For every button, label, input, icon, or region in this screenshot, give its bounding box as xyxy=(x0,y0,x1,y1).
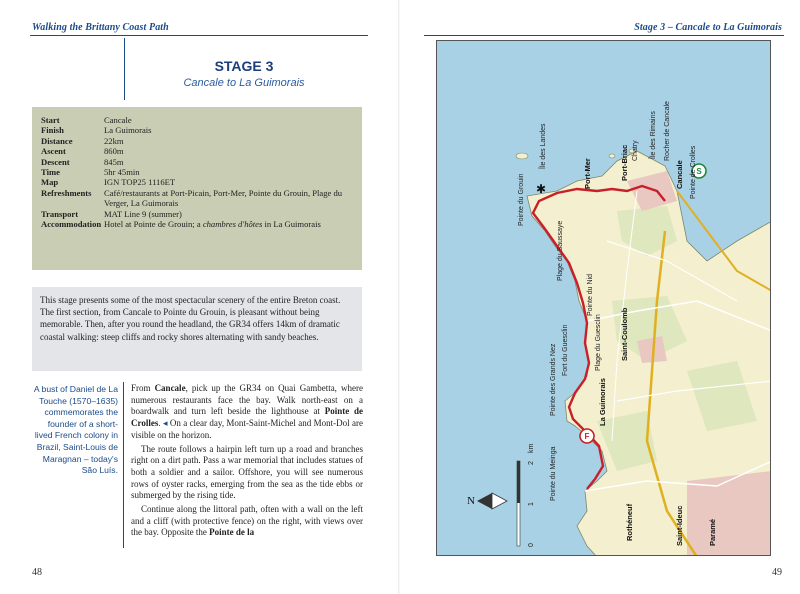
paragraph xyxy=(131,383,363,442)
info-key: Refreshments xyxy=(41,187,92,198)
north-label: N xyxy=(467,495,475,507)
info-value-italic: chambres d'hôtes xyxy=(202,219,263,230)
sidebar-rule xyxy=(123,382,124,548)
map-label: La Guimorais xyxy=(598,378,607,426)
sidebar-marker: . ◂ xyxy=(158,418,170,429)
intro-box: This stage presents some of the most spectacular scenery of the entire Breton coast. The first section, from Cancale to Pointe du Grouin, is pleasant without being memorable. Then, after you round the headland, the GR34 offers 14km of dramatic coastal walking: steep cliffs and rocky shores alternating with sandy beaches. xyxy=(32,287,362,371)
map-svg xyxy=(437,41,771,556)
map-label: Île des Rimains xyxy=(650,111,657,159)
map-label: Pointe du Nid xyxy=(587,273,594,316)
map-label: Pointe du Meinga xyxy=(550,446,557,501)
info-key: Distance xyxy=(41,135,73,146)
page-number-right: 49 xyxy=(772,567,782,578)
info-row xyxy=(32,146,362,156)
page-number-left: 48 xyxy=(32,567,42,578)
scale-label: 2 xyxy=(528,461,535,465)
info-value: 860m xyxy=(104,146,124,157)
info-row xyxy=(32,115,362,125)
map-label: Rothéneuf xyxy=(625,503,634,541)
running-head-left: Walking the Brittany Coast Path xyxy=(32,22,169,33)
stage-number: STAGE 3 xyxy=(214,58,274,74)
info-value: Café/restaurants at Port-Picain, Port-Mer, Pointe du Grouin, Plage du Verger, La Guimorais xyxy=(104,187,343,209)
paragraph xyxy=(131,504,363,539)
info-row xyxy=(32,188,362,209)
map-label: Chatry xyxy=(632,140,639,161)
paragraph: The route follows a hairpin left turn up a road and branches right on a dirt path. Pass a war memorial that includes statues of both a soldier and a sailor. Offshore, you will see numerous rows of oyster racks, emerging from the sea as the tide ebbs or submerged by the rising tide. xyxy=(131,443,363,501)
info-key: Map xyxy=(41,177,59,188)
info-value xyxy=(104,219,354,229)
info-value: IGN TOP25 1116ET xyxy=(104,177,176,188)
map-label: Île des Landes xyxy=(540,123,547,169)
map-label: Pointe de Crolles xyxy=(690,145,697,199)
map-label: Fort du Guesclin xyxy=(562,324,569,376)
map-label: Cancale xyxy=(675,160,684,189)
info-key: Time xyxy=(41,167,60,178)
info-key: Descent xyxy=(41,156,70,167)
info-value: MAT Line 9 (summer) xyxy=(104,208,182,219)
text-run: Continue along the littoral path, often with a wall on the left and a cliff (with protective fence) on the right, with views over the bay. Opposite the xyxy=(131,504,363,538)
info-row xyxy=(32,209,362,219)
info-row xyxy=(32,136,362,146)
north-arrow xyxy=(467,493,507,509)
info-value: 845m xyxy=(104,156,124,167)
right-page xyxy=(400,0,800,594)
scale-label: 1 xyxy=(528,502,535,506)
stage-info-box xyxy=(32,107,362,270)
place-name: Pointe de Crolles xyxy=(131,406,363,429)
text-run: From xyxy=(131,383,155,393)
map-label: Rocher de Cancale xyxy=(664,101,671,161)
info-value: 22km xyxy=(104,135,124,146)
route-map xyxy=(436,40,771,556)
header-rule xyxy=(424,35,784,36)
finish-marker-label: F xyxy=(584,432,590,441)
start-marker-label: S xyxy=(696,167,702,176)
info-row xyxy=(32,219,362,229)
info-key: Transport xyxy=(41,208,79,219)
town-area xyxy=(687,471,771,556)
info-row xyxy=(32,177,362,187)
info-row xyxy=(32,125,362,135)
map-label: Plage du Saussaye xyxy=(557,220,564,281)
info-row xyxy=(32,157,362,167)
info-key: Finish xyxy=(41,125,64,136)
info-value-part: in La Guimorais xyxy=(262,219,321,230)
scale-bar xyxy=(517,444,535,548)
map-label: Saint-Ideuc xyxy=(675,505,684,546)
text-run: On a clear day, Mont-Saint-Michel and Mont-Dol are visible on the horizon. xyxy=(131,418,363,440)
map-label: Port-Mer xyxy=(583,158,592,189)
map-label: Pointe du Grouin xyxy=(518,173,525,226)
scale-label: km xyxy=(528,443,535,453)
text-run: , pick up the GR34 on Quai Gambetta, where numerous restaurants face the bay. Walk north-east on a boardwalk and turn left beside the lighthouse at xyxy=(131,383,363,417)
info-value: 5hr 45min xyxy=(104,167,140,178)
map-label: Paramé xyxy=(708,518,717,546)
star-icon: ✱ xyxy=(536,182,547,196)
info-key: Start xyxy=(41,115,60,125)
place-name: Cancale xyxy=(154,383,186,393)
body-text xyxy=(131,383,363,541)
island xyxy=(609,154,615,158)
info-value-part: Hotel at Pointe de Grouin; a xyxy=(104,219,203,230)
map-label: Pointe des Grands Nez xyxy=(550,343,557,416)
info-key: Accommodation xyxy=(41,219,102,230)
island xyxy=(516,153,528,159)
stage-title: Cancale to La Guimorais xyxy=(183,77,305,89)
sidebar-note: A bust of Daniel de La Touche (1570–1635) commemorates the founder of a short-lived French colony in Brazil, Saint-Louis de Maragnan – today's São Luís. xyxy=(33,384,118,476)
info-key: Ascent xyxy=(41,146,66,157)
header-rule xyxy=(30,35,368,36)
map-label: Saint-Coulomb xyxy=(620,307,629,361)
map-label: Plage du Guesclin xyxy=(595,314,602,371)
info-row xyxy=(32,167,362,177)
place-name: Pointe de la xyxy=(209,527,255,538)
running-head-right: Stage 3 – Cancale to La Guimorais xyxy=(634,22,782,33)
scale-label: 0 xyxy=(528,543,535,547)
map-label: Port-Briac xyxy=(620,144,629,181)
info-value: La Guimorais xyxy=(104,125,152,136)
info-value: Cancale xyxy=(104,115,132,125)
